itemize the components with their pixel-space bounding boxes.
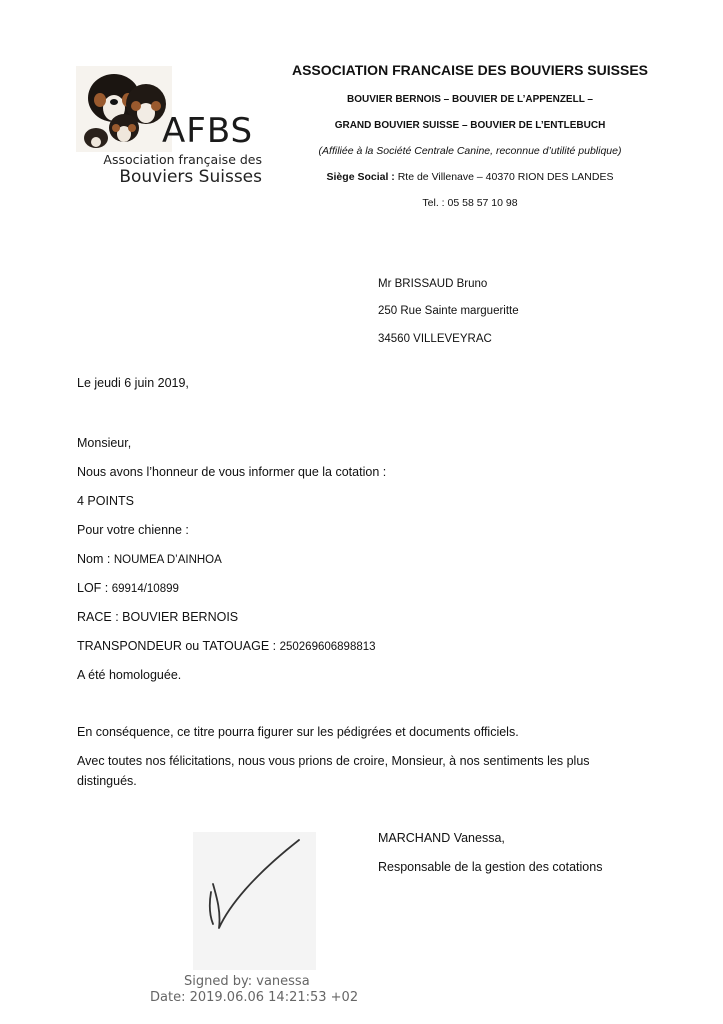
lof-value: 69914/10899 [111,583,179,595]
breeds-line-1: BOUVIER BERNOIS – BOUVIER DE L’APPENZELL – [347,94,593,105]
lof-label: LOF : [77,581,112,595]
signed-by-text: Signed by: vanessa [184,974,310,989]
transponder-value: 250269606898813 [279,641,376,653]
handwritten-signature [193,832,316,970]
closing-line-2: distingués. [77,774,137,788]
signature-date: Date: 2019.06.06 14:21:53 +02 [150,990,359,1005]
salutation: Monsieur, [77,436,132,450]
consequence-text: En conséquence, ce titre pourra figurer sur les pédigrées et documents officiels. [77,725,519,739]
letter-date: Le jeudi 6 juin 2019, [77,376,189,390]
affiliation-note: (Affiliée à la Société Centrale Canine, reconnue d’utilité publique) [318,145,622,157]
recipient-name: Mr BRISSAUD Bruno [378,278,488,290]
signatory-role: Responsable de la gestion des cotations [378,860,603,874]
points-value: 4 POINTS [77,494,134,508]
for-dog-text: Pour votre chienne : [77,523,189,537]
head-office-address: Rte de Villenave – 40370 RION DES LANDES [394,171,614,183]
recipient-street: 250 Rue Sainte margueritte [378,305,519,317]
dog-name-value: NOUMEA D’AINHOA [113,554,222,566]
logo-line2: Bouviers Suisses [119,167,262,187]
transponder-line [77,639,376,653]
head-office [270,171,670,183]
logo-line1: Association française des [103,152,262,167]
approved-text: A été homologuée. [77,668,182,682]
intro-text: Nous avons l’honneur de vous informer que la cotation : [77,465,387,479]
transponder-label: TRANSPONDEUR ou TATOUAGE : [77,639,280,653]
breeds-line-2: GRAND BOUVIER SUISSE – BOUVIER DE L’ENTLEBUCH [334,120,606,131]
logo-initials: AFBS [162,111,254,151]
afbs-logo [76,66,262,190]
phone-number: Tel. : 05 58 57 10 98 [422,197,518,209]
recipient-city: 34560 VILLEVEYRAC [378,333,492,345]
race-line: RACE : BOUVIER BERNOIS [77,610,239,624]
dog-name-line [77,552,222,566]
head-office-label: Siège Social : [326,171,395,183]
closing-line-1: Avec toutes nos félicitations, nous vous prions de croire, Monsieur, à nos sentiments les plus [77,754,590,768]
dog-name-label: Nom : [77,552,114,566]
association-title: ASSOCIATION FRANCAISE DES BOUVIERS SUISSES [291,62,648,78]
signature-stroke [193,832,316,970]
signatory-name: MARCHAND Vanessa, [378,831,505,845]
lof-line [77,581,179,595]
